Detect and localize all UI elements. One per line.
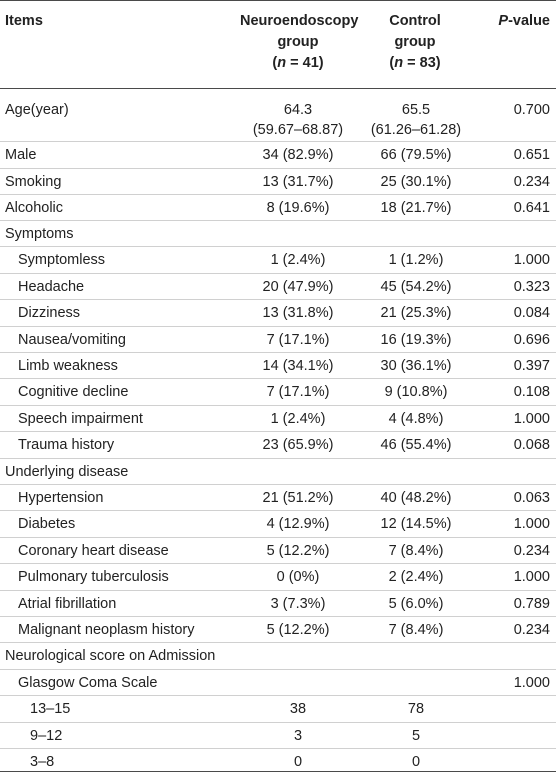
control-value: 1 (1.2%) <box>388 252 444 269</box>
table-row <box>0 432 556 458</box>
neuroendoscopy-value: 13 (31.8%) <box>262 305 334 322</box>
p-value: 0.234 <box>513 622 550 638</box>
p-value: 0.641 <box>513 200 550 216</box>
row-label: Limb weakness <box>18 358 118 374</box>
table-row <box>0 564 556 590</box>
table-row <box>0 485 556 511</box>
control-value: 65.5 <box>401 102 431 118</box>
table-row <box>0 670 556 696</box>
p-value: 1.000 <box>513 674 550 691</box>
row-label: Hypertension <box>18 490 104 506</box>
row-label: Nausea/vomiting <box>18 331 126 348</box>
neuroendoscopy-value: 34 (82.9%) <box>262 147 334 163</box>
neuroendoscopy-value: 5 (12.2%) <box>266 542 330 559</box>
row-label: 13–15 <box>30 701 71 718</box>
p-value: 0.700 <box>513 102 550 118</box>
table-row <box>0 195 556 221</box>
neuroendoscopy-value: 38 <box>289 701 307 718</box>
row-label: Smoking <box>5 174 62 190</box>
table-row <box>0 89 556 142</box>
table-row <box>0 511 556 537</box>
control-value: 7 (8.4%) <box>388 542 444 559</box>
neuroendoscopy-value: 3 <box>293 727 303 744</box>
row-label: Alcoholic <box>5 200 64 216</box>
p-value: 0.789 <box>513 595 550 612</box>
neuroendoscopy-value: 0 (0%) <box>276 569 320 586</box>
neuroendoscopy-range: (59.67–68.87) <box>252 122 344 138</box>
row-label: 9–12 <box>30 727 63 744</box>
row-label: Diabetes <box>18 516 76 533</box>
control-value: 12 (14.5%) <box>380 516 452 533</box>
control-value: 0 <box>411 754 421 770</box>
neuroendoscopy-value: 14 (34.1%) <box>262 358 334 374</box>
p-value: 0.084 <box>513 305 550 322</box>
table-row <box>0 353 556 379</box>
table-row <box>0 221 556 247</box>
table-row <box>0 142 556 169</box>
neuroendoscopy-value: 13 (31.7%) <box>262 174 334 190</box>
table-row <box>0 591 556 617</box>
p-value: 1.000 <box>513 252 550 269</box>
neuroendoscopy-value: 5 (12.2%) <box>266 622 330 638</box>
neuroendoscopy-value: 64.3 <box>283 102 313 118</box>
p-value: 0.234 <box>513 174 550 190</box>
neuroendoscopy-value: 3 (7.3%) <box>270 595 326 612</box>
table-row <box>0 538 556 564</box>
control-value: 5 <box>411 727 421 744</box>
neuroendoscopy-value: 4 (12.9%) <box>266 516 330 533</box>
table-row <box>0 406 556 432</box>
table-row <box>0 459 556 485</box>
p-value: 0.696 <box>513 331 550 348</box>
row-label: Glasgow Coma Scale <box>18 674 158 691</box>
p-value: 1.000 <box>513 410 550 427</box>
table-row <box>0 300 556 326</box>
row-label: Coronary heart disease <box>18 542 169 559</box>
neuroendoscopy-value: 23 (65.9%) <box>262 437 334 454</box>
row-label: Symptoms <box>5 226 74 242</box>
neuroendoscopy-value: 1 (2.4%) <box>270 252 326 269</box>
control-value: 5 (6.0%) <box>388 595 444 612</box>
header-items: Items <box>5 13 43 29</box>
p-value: 1.000 <box>513 569 550 586</box>
header-control-group: Control group (n = 83) <box>389 13 441 71</box>
control-value: 7 (8.4%) <box>388 622 444 638</box>
header-p-value: P-value <box>498 13 550 29</box>
header-neuroendoscopy-group: Neuroendoscopy group (n = 41) <box>240 13 359 71</box>
table-header <box>0 0 556 88</box>
table-row <box>0 247 556 273</box>
p-value: 0.063 <box>513 490 550 506</box>
control-value: 66 (79.5%) <box>380 147 452 163</box>
row-label: Male <box>5 147 37 163</box>
control-range: (61.26–61.28) <box>370 122 462 138</box>
neuroendoscopy-value: 1 (2.4%) <box>270 410 326 427</box>
row-label: Atrial fibrillation <box>18 595 117 612</box>
control-value: 25 (30.1%) <box>380 174 452 190</box>
row-label: Dizziness <box>18 305 81 322</box>
p-value: 0.068 <box>513 437 550 454</box>
table-row <box>0 643 556 669</box>
row-label: Trauma history <box>18 437 115 454</box>
row-label: Cognitive decline <box>18 384 129 401</box>
row-label: 3–8 <box>30 754 55 770</box>
p-value: 0.234 <box>513 542 550 559</box>
p-value: 0.397 <box>513 358 550 374</box>
table-row <box>0 617 556 643</box>
p-value: 1.000 <box>513 516 550 533</box>
row-label: Pulmonary tuberculosis <box>18 569 169 586</box>
p-value: 0.323 <box>513 278 550 295</box>
control-value: 9 (10.8%) <box>384 384 448 401</box>
neuroendoscopy-value: 20 (47.9%) <box>262 278 334 295</box>
p-value: 0.108 <box>513 384 550 401</box>
neuroendoscopy-value: 21 (51.2%) <box>262 490 334 506</box>
control-value: 18 (21.7%) <box>380 200 452 216</box>
row-label: Malignant neoplasm history <box>18 622 195 638</box>
row-label: Speech impairment <box>18 410 143 427</box>
control-value: 16 (19.3%) <box>380 331 452 348</box>
p-value: 0.651 <box>513 147 550 163</box>
table-row <box>0 169 556 195</box>
control-value: 45 (54.2%) <box>380 278 452 295</box>
neuroendoscopy-value: 7 (17.1%) <box>266 331 330 348</box>
control-value: 21 (25.3%) <box>380 305 452 322</box>
table-row <box>0 327 556 353</box>
control-value: 78 <box>407 701 425 718</box>
table-row <box>0 723 556 749</box>
table-row <box>0 274 556 300</box>
row-label: Headache <box>18 278 85 295</box>
neuroendoscopy-value: 7 (17.1%) <box>266 384 330 401</box>
table-row <box>0 379 556 405</box>
row-label: Neurological score on Admission <box>5 648 216 665</box>
control-value: 2 (2.4%) <box>388 569 444 586</box>
control-value: 46 (55.4%) <box>380 437 452 454</box>
row-label: Underlying disease <box>5 463 129 480</box>
row-label: Age(year) <box>5 102 69 118</box>
neuroendoscopy-value: 8 (19.6%) <box>266 200 330 216</box>
control-value: 40 (48.2%) <box>380 490 452 506</box>
control-value: 30 (36.1%) <box>380 358 452 374</box>
row-label: Symptomless <box>18 252 106 269</box>
neuroendoscopy-value: 0 <box>293 754 303 770</box>
table-row <box>0 696 556 722</box>
control-value: 4 (4.8%) <box>388 410 444 427</box>
